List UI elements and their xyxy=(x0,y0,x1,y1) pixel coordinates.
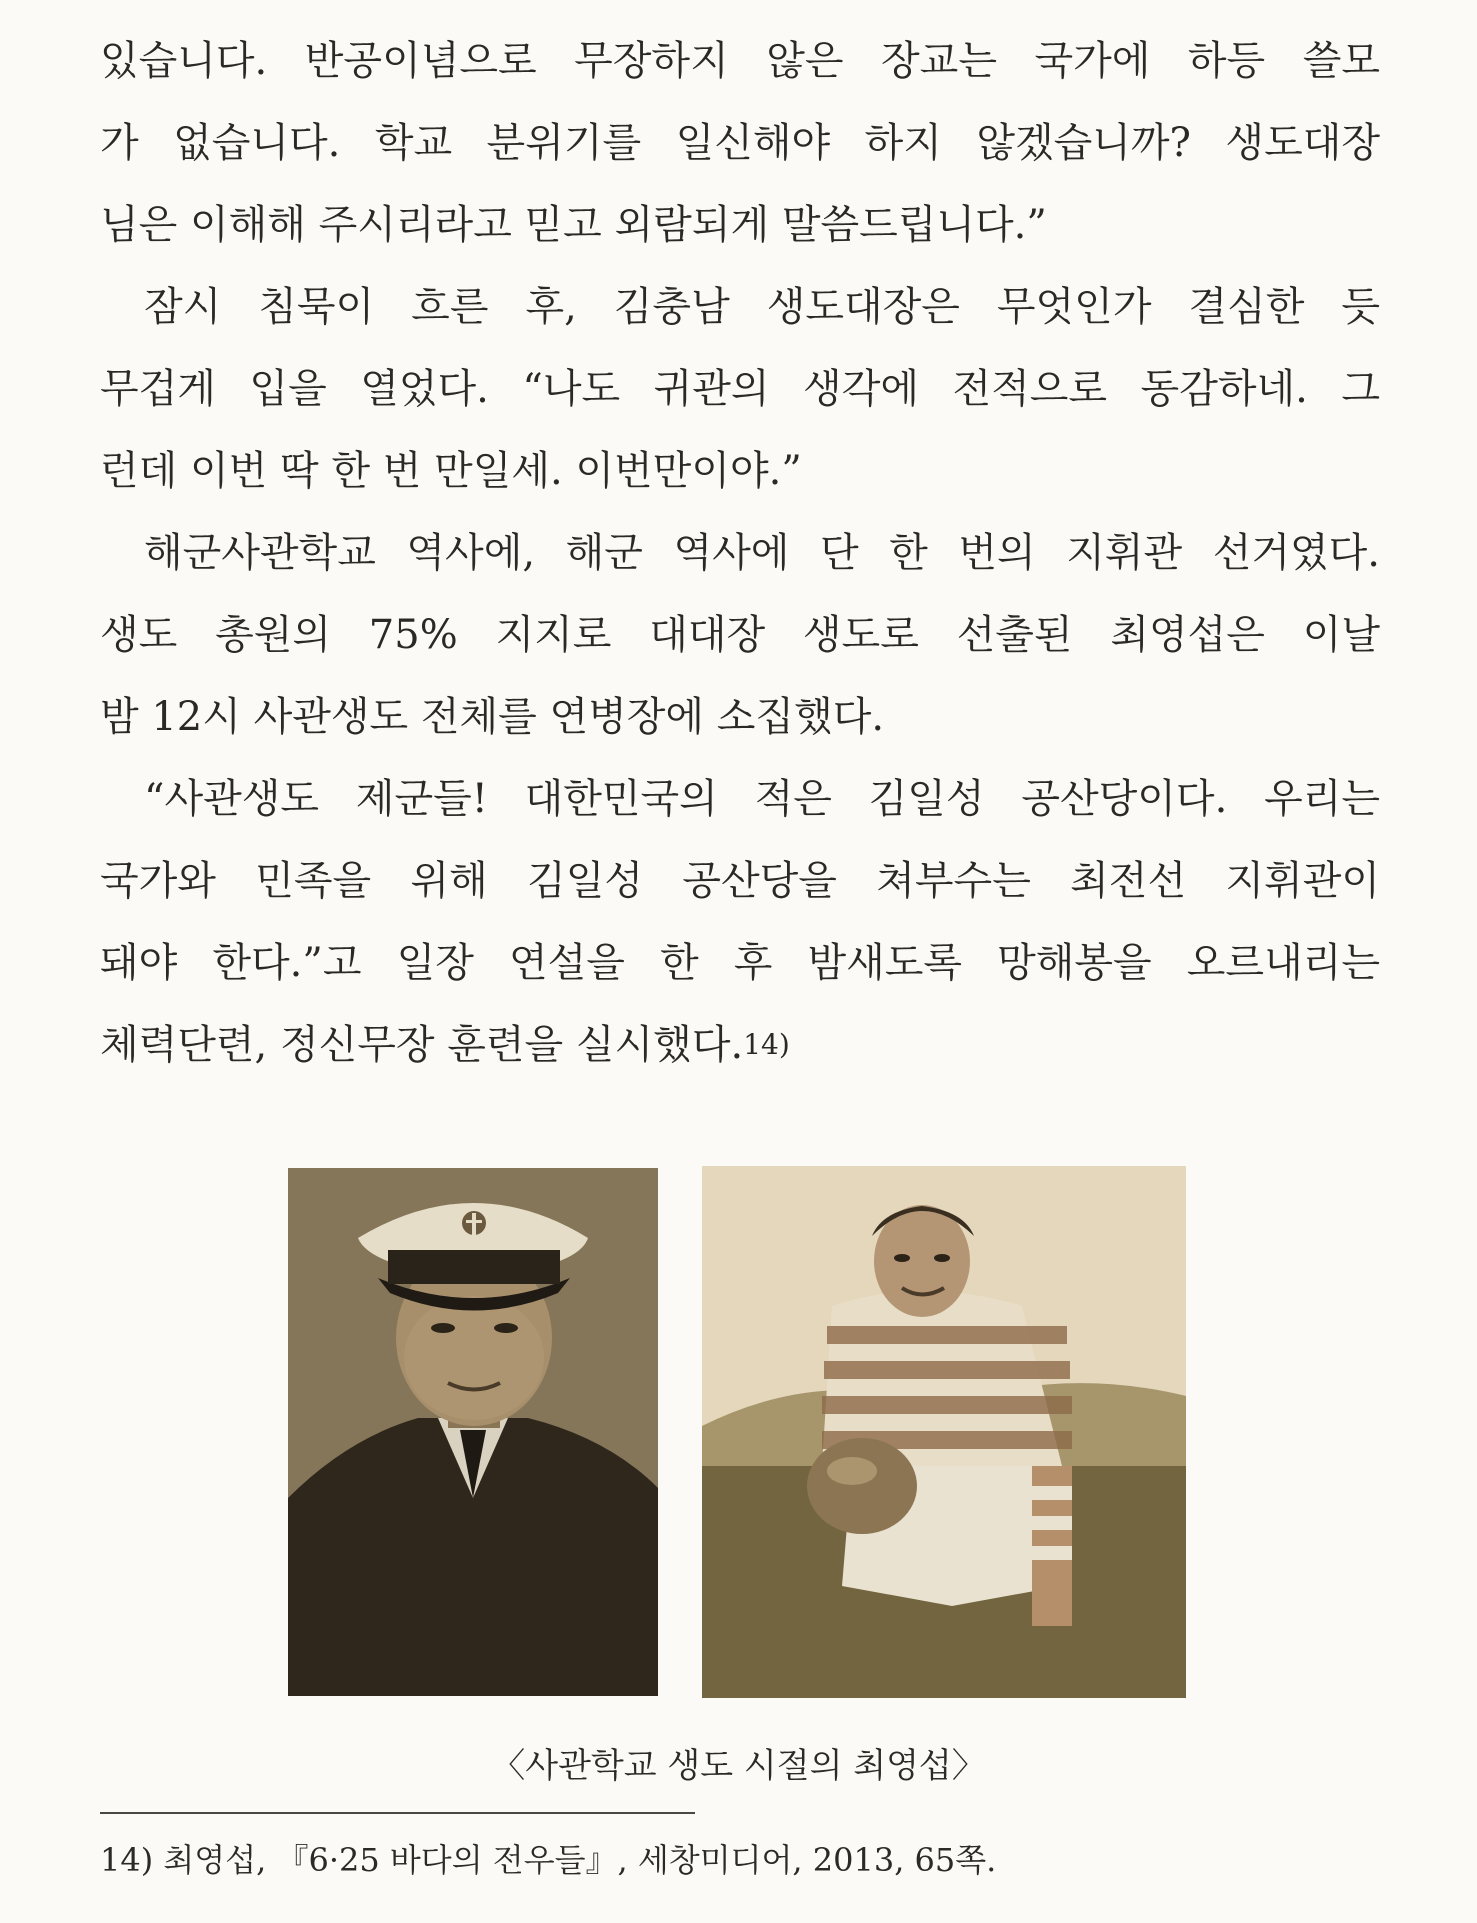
text-line: 런데 이번 딱 한 번 만일세. 이번만이야.” xyxy=(100,448,802,494)
text-line: 국가와 민족을 위해 김일성 공산당을 쳐부수는 최전선 지휘관이 xyxy=(100,858,1380,904)
text-line: 돼야 한다.”고 일장 연설을 한 후 밤새도록 망해봉을 오르내리는 xyxy=(100,940,1380,986)
text-line: 잠시 침묵이 흐른 후, 김충남 생도대장은 무엇인가 결심한 듯 xyxy=(144,284,1380,330)
portrait-uniform-photo xyxy=(288,1168,658,1696)
portrait-rugby-illustration xyxy=(702,1166,1186,1698)
text-line: 해군사관학교 역사에, 해군 역사에 단 한 번의 지휘관 선거였다. xyxy=(144,530,1380,576)
portrait-uniform-illustration xyxy=(288,1168,658,1696)
footnote: 14) 최영섭, 『6·25 바다의 전우들』, 세창미디어, 2013, 65쪽. xyxy=(100,1841,997,1879)
figure-caption: 〈사관학교 생도 시절의 최영섭〉 xyxy=(491,1746,986,1786)
text-line: 무겁게 입을 열었다. “나도 귀관의 생각에 전적으로 동감하네. 그 xyxy=(100,366,1380,412)
text-line: 가 없습니다. 학교 분위기를 일신해야 하지 않겠습니까? 생도대장 xyxy=(100,120,1380,166)
text-line xyxy=(100,1004,1380,1086)
footnote-divider xyxy=(100,1812,695,1814)
body-text xyxy=(100,20,1380,1086)
text-line: 생도 총원의 75% 지지로 대대장 생도로 선출된 최영섭은 이날 xyxy=(100,612,1380,658)
figure xyxy=(0,1160,1477,1786)
text-line: 님은 이해해 주시리라고 믿고 외람되게 말씀드립니다.” xyxy=(100,202,1047,248)
text-line: 밤 12시 사관생도 전체를 연병장에 소집했다. xyxy=(100,694,885,740)
text-line-content: 체력단련, 정신무장 훈련을 실시했다. xyxy=(100,1022,744,1068)
footnote-reference[interactable]: 14) xyxy=(743,1028,790,1061)
text-line: 있습니다. 반공이념으로 무장하지 않은 장교는 국가에 하등 쓸모 xyxy=(100,38,1380,84)
text-line: “사관생도 제군들! 대한민국의 적은 김일성 공산당이다. 우리는 xyxy=(144,776,1380,822)
portrait-rugby-photo xyxy=(702,1166,1186,1698)
